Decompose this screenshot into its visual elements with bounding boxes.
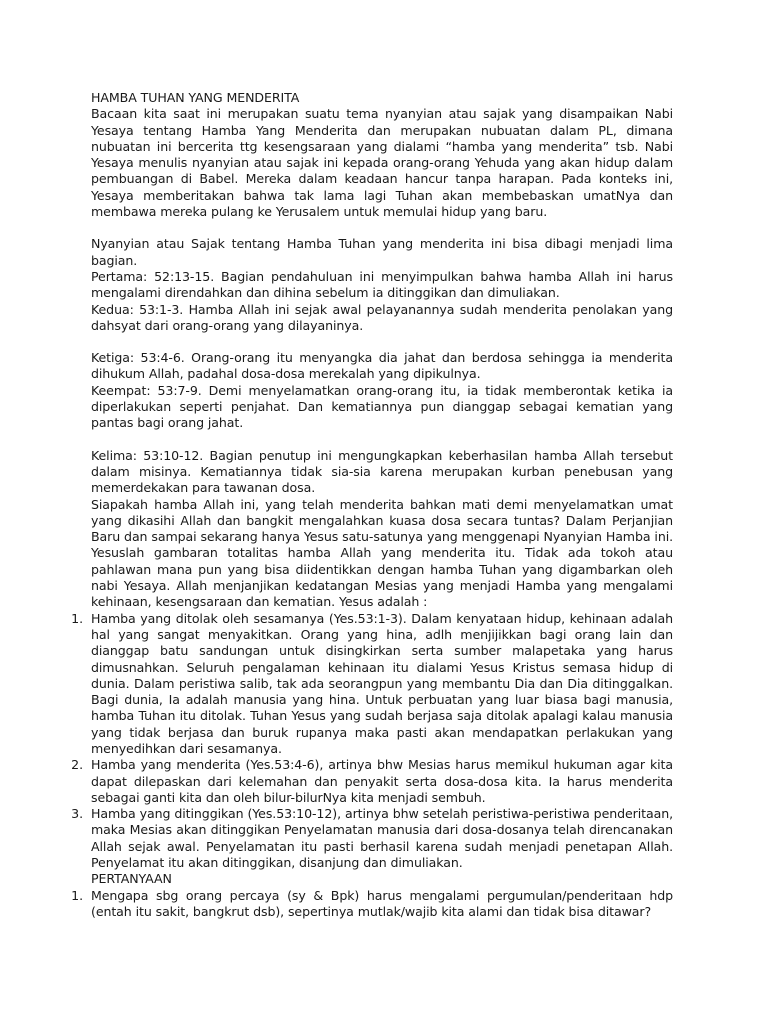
intro-paragraph: Bacaan kita saat ini merupakan suatu tema nyanyian atau sajak yang disampaikan Nabi Yesaya tentang Hamba Yang Menderita dan merupakan nubuatan dalam PL, dimana nubuatan ini bercerita ttg kesengsaraan yang dialami “hamba yang menderita” tsb. Nabi Yesaya menulis nyanyian atau sajak ini kepada orang-orang Yehuda yang akan hidup dalam pembuangan di Babel. Mereka dalam keadaan hancur tanpa harapan. Pada konteks ini, Yesaya memberitakan bahwa tak lama lagi Tuhan akan membebaskan umatNya dan membawa mereka pulang ke Yerusalem untuk memulai hidup yang baru. [91, 106, 673, 220]
list-number: 1. [71, 610, 83, 626]
siapakah-text-1: Siapakah hamba Allah ini, yang telah menderita bahkan mati demi menyelamatkan umat yang dikasihi Allah dan bangkit mengalahkan kuasa dosa secara tuntas? Dalam Perjanjian Baru dan sampai sekarang hanya Yesus satu-satunya yang menggenapi Nyanyian Hamba ini. [91, 496, 673, 545]
section-ketiga: Ketiga: 53:4-6. Orang-orang itu menyangka dia jahat dan berdosa sehingga ia menderita dihukum Allah, padahal dosa-dosa merekalah yang dipikulnya. [91, 350, 673, 382]
siapakah-text-3: Allah menjanjikan kedatangan Mesias yang menjadi Hamba yang mengalami kehinaan, kesengsaraan dan kematian. Yesus adalah : [91, 578, 674, 610]
list-number: 2. [71, 757, 83, 773]
pertanyaan-list [71, 887, 673, 921]
yesus-list [71, 610, 673, 872]
list-number: 3. [71, 806, 83, 822]
sections-intro-paragraph: Nyanyian atau Sajak tentang Hamba Tuhan yang menderita ini bisa dibagi menjadi lima bagian. [91, 236, 673, 268]
list-item-text: Hamba yang ditolak oleh sesamanya (Yes.53:1-3). Dalam kenyataan hidup, kehinaan adalah hal yang sangat menyakitkan. Orang yang hina, adlh menjijikkan bagi orang lain dan dianggap batu sandungan untuk disingkirkan serta sumber malapetaka yang harus dimusnahkan. Seluruh pengalaman kehinaan itu dialami Yesus Kristus semasa hidup di dunia. Dalam peristiwa salib, tak ada seorangpun yang membantu Dia dan Dia ditinggalkan. Bagi dunia, Ia adalah manusia yang hina. Untuk perbuatan yang luar biasa bagi manusia, hamba Tuhan itu ditolak. Tuhan Yesus yang sudah berjasa saja ditolak apalagi kalau manusia yang tidak berjasa dan buruk rupanya maka pasti akan mendapatkan perlakukan yang menyedihkan dari sesamanya. [91, 610, 673, 756]
page-title: HAMBA TUHAN YANG MENDERITA [91, 90, 300, 105]
section-pertama: Pertama: 52:13-15. Bagian pendahuluan ini menyimpulkan bahwa hamba Allah ini harus mengalami direndahkan dan dihina sebelum ia ditinggikan dan dimuliakan. [91, 268, 673, 301]
list-item-text: Hamba yang menderita (Yes.53:4-6), artinya bhw Mesias harus memikul hukuman agar kita dapat dilepaskan dari kelemahan dan penyakit serta dosa-dosa kita. Ia harus menderita sebagai ganti kita dan oleh bilur-bilurNya kita menjadi sembuh. [91, 757, 673, 805]
siapakah-text-2: Yesuslah gambaran totalitas hamba Allah yang menderita itu. Tidak ada tokoh atau pahlawan mana pun yang bisa diidentikkan dengan hamba Tuhan yang digambarkan oleh nabi Yesaya. [91, 545, 673, 594]
siapakah-paragraph [91, 497, 673, 611]
section-kelima: Kelima: 53:10-12. Bagian penutup ini mengungkapkan keberhasilan hamba Allah tersebut dalam misinya. Kematiannya tidak sia-sia karena merupakan kurban penebusan yang memerdekakan para tawanan dosa. [91, 447, 673, 496]
list-item-text: Mengapa sbg orang percaya (sy & Bpk) harus mengalami pergumulan/penderitaan hdp (entah itu sakit, bangkrut dsb), sepertinya mutlak/wajib kita alami dan tidak bisa ditawar? [91, 887, 673, 919]
list-item [71, 757, 673, 806]
paragraph-gap [91, 334, 673, 350]
list-item-text: Hamba yang ditinggikan (Yes.53:10-12), artinya bhw setelah peristiwa-peristiwa penderitaan, maka Mesias akan ditinggikan Penyelamatan manusia dari dosa-dosanya telah direncanakan Allah sejak awal. Penyelamatan itu pasti berhasil karena sudah menjadi penetapan Allah. Penyelamat itu akan ditinggikan, disanjung dan dimuliakan. [91, 806, 673, 871]
pertanyaan-heading: PERTANYAAN [91, 871, 172, 887]
document-body [71, 90, 674, 920]
list-item [71, 806, 673, 871]
list-number: 1. [71, 887, 83, 903]
paragraph-gap [91, 220, 673, 236]
paragraph-gap [91, 432, 673, 448]
list-item [71, 887, 673, 921]
section-keempat: Keempat: 53:7-9. Demi menyelamatkan orang-orang itu, ia tidak memberontak ketika ia diperlakukan seperti penjahat. Dan kematiannya pun dianggap sebagai kematian yang pantas bagi orang jahat. [91, 382, 673, 431]
section-kedua: Kedua: 53:1-3. Hamba Allah ini sejak awal pelayanannya sudah menderita penolakan yang dahsyat dari orang-orang yang dilayaninya. [91, 301, 673, 333]
list-item [71, 610, 673, 758]
